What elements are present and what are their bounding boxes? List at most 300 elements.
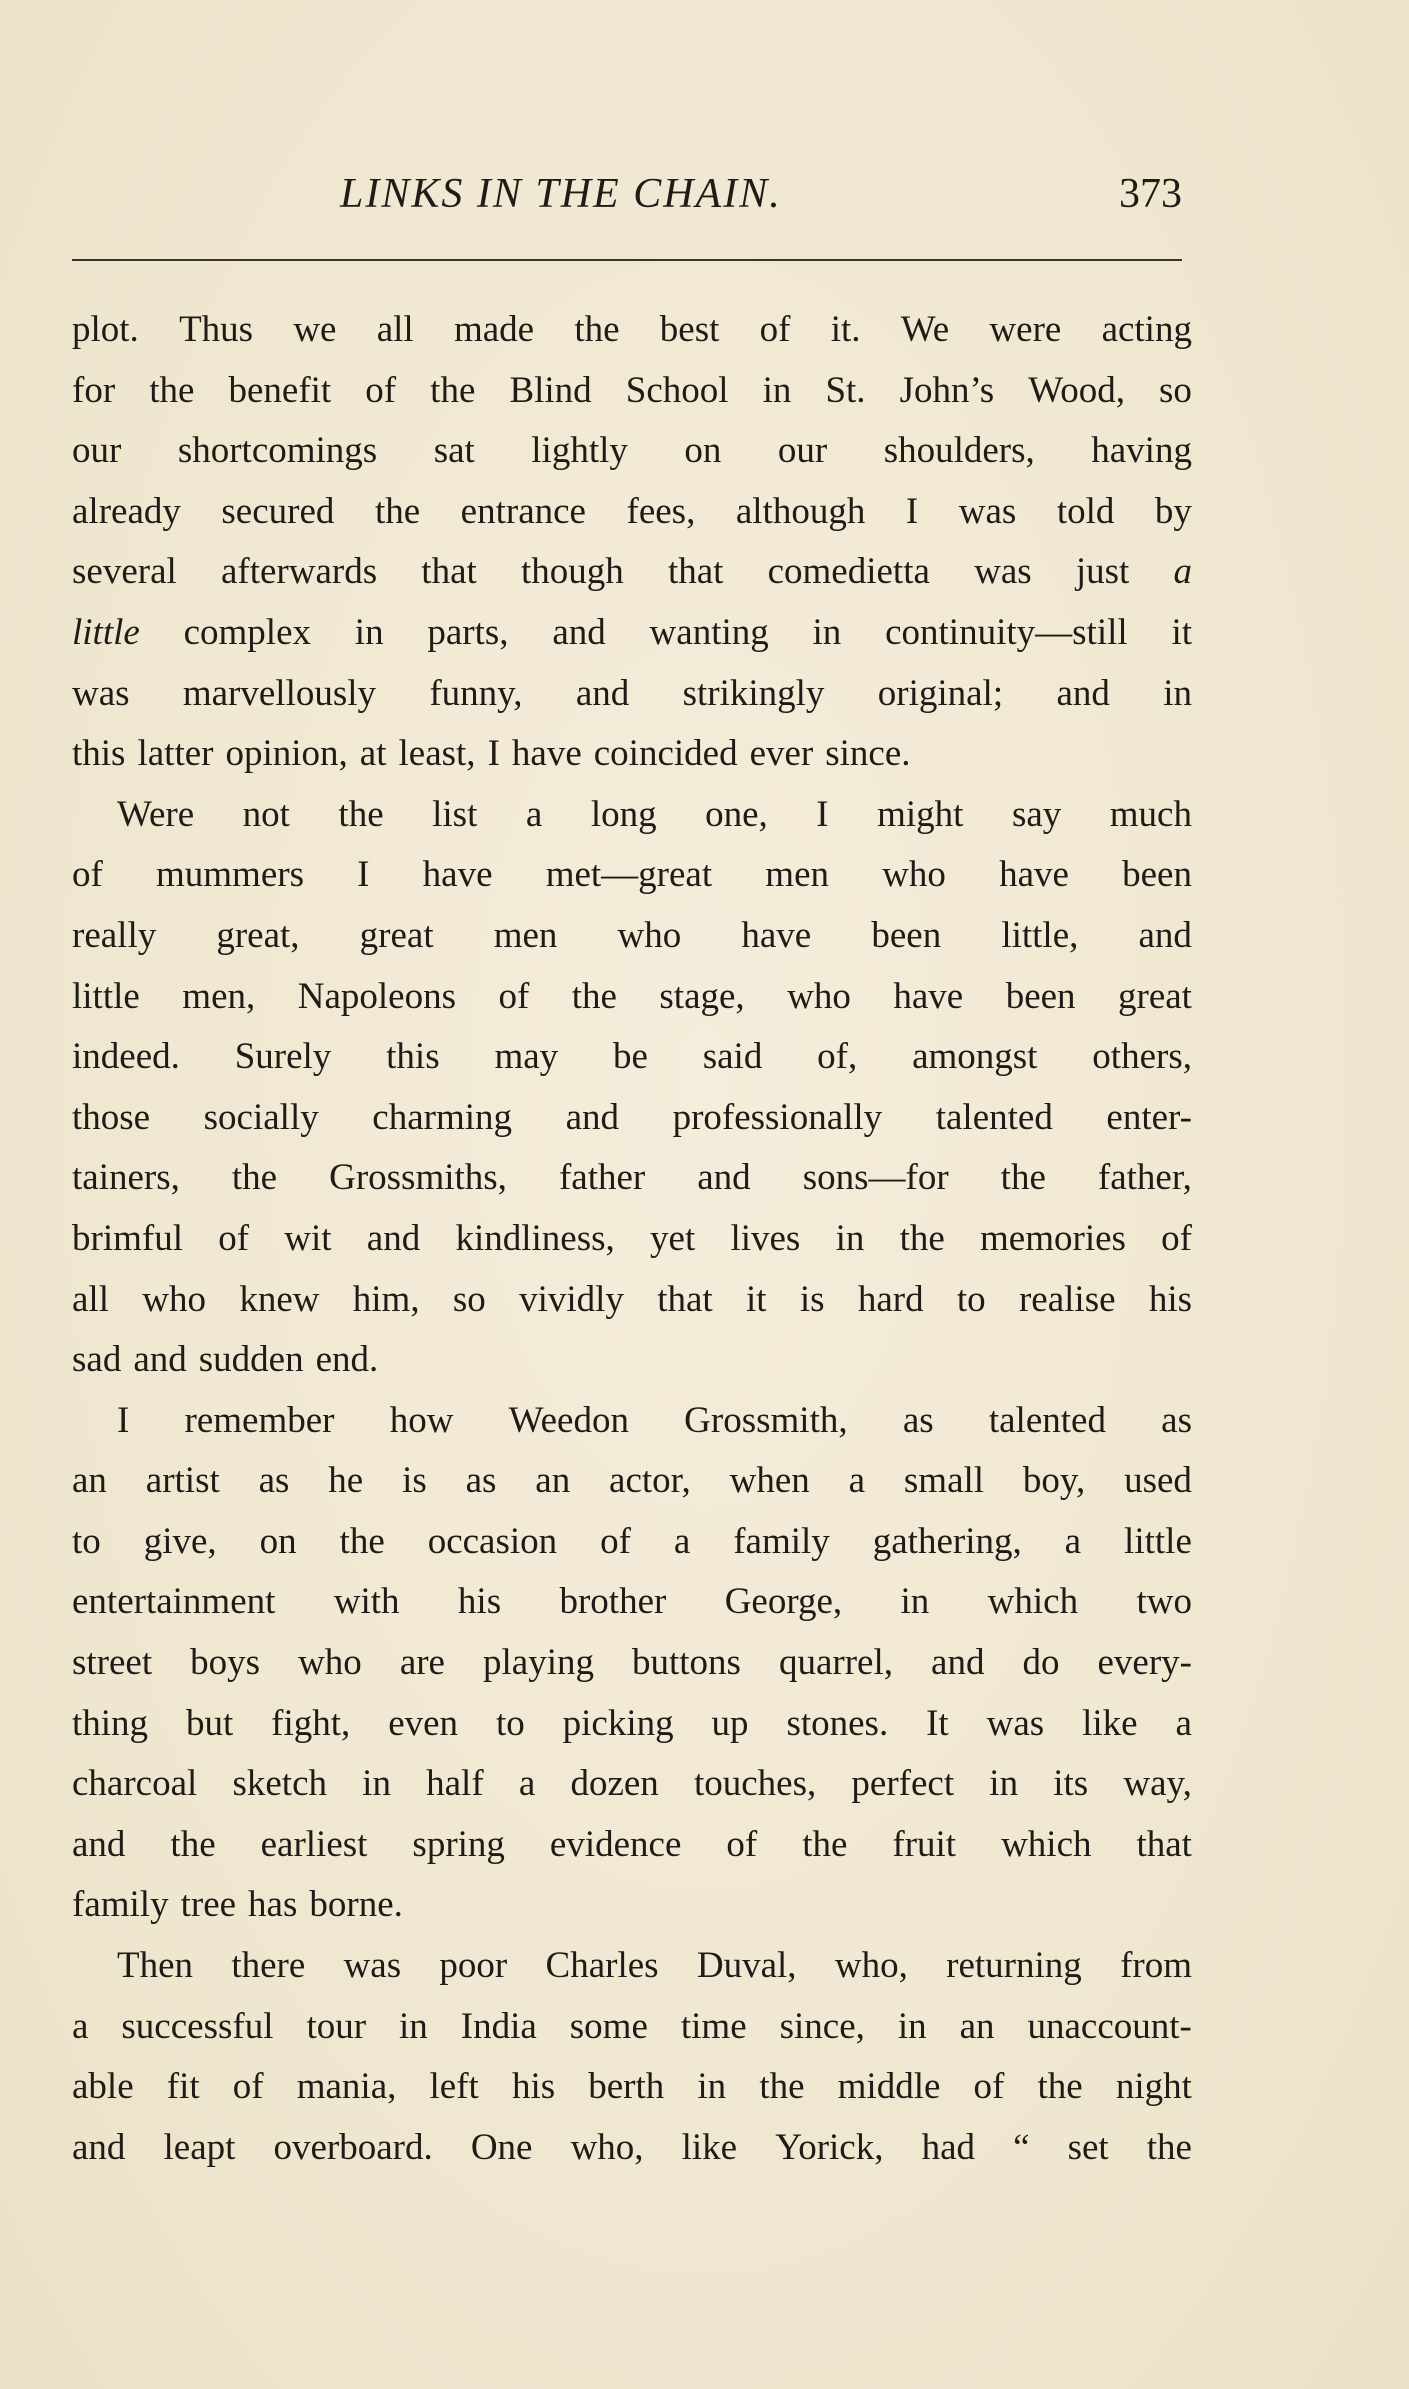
word: the (802, 1823, 848, 1865)
text-line (72, 724, 1192, 785)
word: our (777, 430, 828, 472)
word: this (386, 1036, 440, 1078)
word: shortcomings (177, 430, 378, 472)
word: of (498, 975, 530, 1017)
text-line (72, 1209, 1192, 1270)
word: lives (730, 1217, 801, 1259)
word: that (1136, 1823, 1192, 1865)
word: artist (145, 1460, 220, 1502)
word: of (600, 1520, 631, 1562)
word: the (571, 975, 617, 1017)
text-line (72, 1936, 1192, 1997)
word: are (399, 1642, 445, 1684)
word: as (1161, 1399, 1192, 1441)
word: I (816, 793, 829, 835)
word: as (902, 1399, 934, 1441)
word: able (72, 2066, 134, 2108)
word: little, (1001, 914, 1079, 956)
word: all (72, 1278, 109, 1320)
word: in (399, 2005, 428, 2047)
word: and (931, 1642, 985, 1684)
word: continuity—still (885, 611, 1128, 653)
word: the (899, 1217, 945, 1259)
word: men, (182, 975, 256, 1017)
word: an (72, 1460, 107, 1502)
word: St. (825, 369, 866, 411)
word: little (72, 611, 140, 653)
word: One (470, 2126, 533, 2168)
word: and (552, 611, 606, 653)
word: of (365, 369, 397, 411)
word: left (429, 2066, 479, 2108)
text-line (72, 1512, 1192, 1573)
word: having (1091, 430, 1192, 472)
word: Duval, (696, 1945, 797, 1987)
word: Yorick, (775, 2126, 884, 2168)
word: Were (117, 793, 195, 835)
word: street (72, 1642, 153, 1684)
word: say (1011, 793, 1062, 835)
word: returning (946, 1945, 1082, 1987)
word: knew (239, 1278, 320, 1320)
word: and (575, 672, 630, 714)
word: gathering, (872, 1520, 1022, 1562)
body-text (72, 300, 1192, 2178)
word: Grossmith, (684, 1399, 848, 1441)
word: said (702, 1036, 763, 1078)
text-line (72, 361, 1192, 422)
word: the (1000, 1157, 1046, 1199)
word: which (987, 1581, 1079, 1623)
word: perfect (851, 1763, 955, 1805)
text-line (72, 1997, 1192, 2058)
word: sketch (232, 1763, 327, 1805)
word: We (900, 309, 950, 350)
word: a (848, 1460, 866, 1502)
word: the (1037, 2066, 1083, 2108)
word: and (133, 1339, 187, 1381)
word: fees, (626, 490, 696, 532)
word: “ (1013, 2126, 1030, 2168)
word: the (574, 309, 620, 350)
word: comedietta (767, 551, 930, 593)
word: brother (559, 1581, 667, 1623)
word: was (958, 490, 1017, 532)
word: It (926, 1702, 949, 1744)
word: and (72, 2126, 126, 2168)
word: amongst (912, 1036, 1038, 1078)
word: middle (837, 2066, 941, 2108)
word: professionally (672, 1096, 883, 1138)
page-number: 373 (1119, 171, 1182, 217)
word: the (1146, 2126, 1192, 2168)
word: little (72, 975, 140, 1017)
word: just (1075, 551, 1130, 593)
word: brimful (72, 1217, 183, 1259)
word: was (986, 1702, 1045, 1744)
word: the (374, 490, 421, 532)
text-line (72, 482, 1192, 543)
word: father, (1097, 1157, 1192, 1199)
word: though (520, 551, 624, 593)
word: told (1056, 490, 1115, 532)
word: overboard. (273, 2126, 433, 2168)
text-line (72, 421, 1192, 482)
word: the (759, 2066, 805, 2108)
word: who, (570, 2126, 644, 2168)
word: remember (184, 1399, 335, 1441)
word: funny, (429, 672, 523, 714)
word: since, (779, 2005, 865, 2047)
word: wit (284, 1217, 332, 1259)
word: socially (203, 1096, 319, 1138)
word: of (1161, 1217, 1192, 1259)
word: which (1001, 1823, 1092, 1865)
word: and (1056, 672, 1110, 714)
word: I (357, 854, 370, 896)
word: already (72, 490, 181, 532)
word: have (999, 854, 1069, 896)
word: great (1118, 975, 1192, 1017)
word: a (518, 1763, 536, 1805)
word: who (298, 1642, 362, 1684)
word: buttons (632, 1642, 741, 1684)
text-line (72, 300, 1192, 361)
word: charcoal (72, 1763, 198, 1805)
word: wanting (649, 611, 769, 653)
word: have (511, 733, 582, 775)
word: of (72, 854, 103, 896)
word: plot. (72, 309, 139, 350)
word: occasion (427, 1520, 558, 1562)
word: night (1115, 2066, 1192, 2108)
word: his (511, 2066, 556, 2108)
word: sat (433, 430, 475, 472)
word: do (1022, 1642, 1060, 1684)
word: afterwards (220, 551, 378, 593)
word: and (1138, 914, 1192, 956)
word: an (535, 1460, 571, 1502)
word: his (1148, 1278, 1192, 1320)
word: tour (306, 2005, 367, 2047)
word: tree (180, 1884, 237, 1926)
word: in (697, 2066, 727, 2108)
word: actor, (609, 1460, 691, 1502)
word: Surely (234, 1036, 332, 1078)
word: as (258, 1460, 290, 1502)
word: men (765, 854, 829, 896)
word: it (746, 1278, 767, 1320)
text-line (72, 1451, 1192, 1512)
word: great (359, 914, 434, 956)
word: was (974, 551, 1032, 593)
word: of (973, 2066, 1005, 2108)
text-line (72, 845, 1192, 906)
word: stage, (659, 975, 745, 1017)
word: as (465, 1460, 497, 1502)
word: I (487, 733, 500, 775)
word: ever (749, 733, 814, 775)
header-rule (72, 259, 1182, 261)
word: with (333, 1581, 400, 1623)
text-line (72, 664, 1192, 725)
word: a (1175, 1702, 1192, 1744)
word: and (72, 1823, 126, 1865)
word: by (1154, 490, 1192, 532)
word: the (430, 369, 476, 411)
word: his (457, 1581, 502, 1623)
word: it. (830, 309, 861, 350)
word: in (897, 2005, 927, 2047)
word: spring (412, 1823, 505, 1865)
word: several (72, 551, 177, 593)
word: a (72, 2005, 89, 2047)
word: hard (857, 1278, 924, 1320)
word: how (389, 1399, 454, 1441)
word: when (729, 1460, 810, 1502)
word: Then (117, 1945, 194, 1987)
word: so (452, 1278, 486, 1320)
text-line (72, 603, 1192, 664)
word: really (72, 914, 157, 956)
word: that (421, 551, 477, 593)
word: of (759, 309, 791, 350)
word: borne. (309, 1884, 403, 1926)
word: the (149, 369, 195, 411)
word: the (338, 793, 384, 835)
word: long (590, 793, 657, 835)
word: Napoleons (297, 975, 456, 1017)
word: earliest (260, 1823, 368, 1865)
word: men (493, 914, 558, 956)
word: since. (825, 733, 911, 775)
word: were (989, 309, 1062, 350)
word: been (1005, 975, 1076, 1017)
word: had (921, 2126, 975, 2168)
word: and (366, 1217, 421, 1259)
word: poor (439, 1945, 508, 1987)
word: it (1171, 611, 1192, 653)
text-line (72, 542, 1192, 603)
word: the (231, 1157, 278, 1199)
word: have (422, 854, 493, 896)
word: who (617, 914, 682, 956)
word: although (735, 490, 866, 532)
word: have (741, 914, 812, 956)
word: yet (650, 1217, 696, 1259)
word: latter (137, 733, 214, 775)
word: complex (183, 611, 312, 653)
word: picking (562, 1702, 674, 1744)
word: opinion, (225, 733, 348, 775)
word: entertainment (72, 1581, 276, 1623)
word: for (72, 369, 116, 411)
word: family (733, 1520, 830, 1562)
word: of (218, 1217, 250, 1259)
word: quarrel, (778, 1642, 894, 1684)
word: Charles (545, 1945, 659, 1987)
word: talented (988, 1399, 1106, 1441)
word: was (343, 1945, 402, 1987)
word: family (72, 1884, 169, 1926)
word: leapt (163, 2126, 236, 2168)
word: Thus (179, 309, 254, 350)
word: give, (143, 1520, 217, 1562)
word: him, (352, 1278, 420, 1320)
word: talented (935, 1096, 1053, 1138)
text-line (72, 2057, 1192, 2118)
word: a (525, 793, 543, 835)
text-line (72, 906, 1192, 967)
word: been (1122, 854, 1192, 896)
word: in (989, 1763, 1019, 1805)
word: unaccount- (1027, 2005, 1192, 2047)
word: up (711, 1702, 749, 1744)
text-line (72, 967, 1192, 1028)
word: lightly (531, 430, 628, 472)
word: realise (1018, 1278, 1116, 1320)
word: enter- (1106, 1096, 1192, 1138)
word: time (680, 2005, 747, 2047)
word: father (558, 1157, 646, 1199)
word: all (376, 309, 414, 350)
word: kindliness, (455, 1217, 615, 1259)
text-line (72, 1694, 1192, 1755)
word: and (565, 1096, 620, 1138)
text-line (72, 1875, 1192, 1936)
word: its (1053, 1763, 1089, 1805)
word: in (835, 1217, 865, 1259)
word: little (1124, 1520, 1192, 1562)
text-line (72, 785, 1192, 846)
word: to (72, 1520, 101, 1562)
word: on (259, 1520, 297, 1562)
word: half (426, 1763, 484, 1805)
word: set (1067, 2126, 1109, 2168)
word: strikingly (682, 672, 825, 714)
word: a (1064, 1520, 1082, 1562)
word: School (625, 369, 729, 411)
text-line (72, 2118, 1192, 2179)
word: George, (724, 1581, 843, 1623)
word: be (612, 1036, 648, 1078)
word: this (72, 733, 126, 775)
word: made (453, 309, 535, 350)
word: shoulders, (883, 430, 1035, 472)
word: who (142, 1278, 207, 1320)
text-line (72, 1330, 1192, 1391)
word: at (359, 733, 387, 775)
word: successful (121, 2005, 274, 2047)
word: in (354, 611, 384, 653)
word: mummers (156, 854, 304, 896)
word: way, (1123, 1763, 1192, 1805)
word: thing (72, 1702, 149, 1744)
word: but (185, 1702, 234, 1744)
word: in (812, 611, 842, 653)
word: parts, (427, 611, 509, 653)
word: secured (221, 490, 335, 532)
text-line (72, 1088, 1192, 1149)
word: those (72, 1096, 151, 1138)
running-title: LINKS IN THE CHAIN. (340, 171, 782, 217)
word: the (170, 1823, 216, 1865)
word: in (900, 1581, 930, 1623)
word: of (232, 2066, 264, 2108)
text-line (72, 1572, 1192, 1633)
word: end. (315, 1339, 379, 1381)
word: not (242, 793, 290, 835)
word: a (673, 1520, 691, 1562)
word: we (293, 309, 337, 350)
word: every- (1097, 1642, 1192, 1684)
word: to (495, 1702, 525, 1744)
word: who (787, 975, 851, 1017)
word: a (1173, 551, 1192, 593)
word: Wood, (1028, 369, 1125, 411)
word: an (959, 2005, 995, 2047)
word: boys (190, 1642, 261, 1684)
word: is (402, 1460, 427, 1502)
word: evidence (549, 1823, 682, 1865)
word: has (248, 1884, 298, 1926)
word: might (877, 793, 964, 835)
text-line (72, 1391, 1192, 1452)
word: great, (216, 914, 300, 956)
word: acting (1101, 309, 1192, 350)
word: entrance (460, 490, 586, 532)
word: like (1082, 1702, 1138, 1744)
word: is (799, 1278, 825, 1320)
word: even (388, 1702, 459, 1744)
word: of, (817, 1036, 858, 1078)
word: two (1136, 1581, 1192, 1623)
text-line (72, 1027, 1192, 1088)
word: touches, (693, 1763, 817, 1805)
word: charming (372, 1096, 513, 1138)
word: who, (834, 1945, 908, 1987)
word: been (871, 914, 942, 956)
word: tainers, (72, 1157, 180, 1199)
word: that (657, 1278, 713, 1320)
word: memories (980, 1217, 1126, 1259)
word: playing (483, 1642, 594, 1684)
word: best (659, 309, 720, 350)
word: like (681, 2126, 738, 2168)
word: marvellously (182, 672, 377, 714)
word: John’s (899, 369, 995, 411)
word: stones. (786, 1702, 889, 1744)
text-line (72, 1633, 1192, 1694)
word: dozen (570, 1763, 659, 1805)
text-line (72, 1148, 1192, 1209)
word: Weedon (508, 1399, 629, 1441)
word: may (494, 1036, 559, 1078)
word: berth (588, 2066, 665, 2108)
word: benefit (228, 369, 332, 411)
word: sons—for (802, 1157, 949, 1199)
text-line (72, 1754, 1192, 1815)
word: there (231, 1945, 306, 1987)
word: fit (166, 2066, 200, 2108)
word: vividly (519, 1278, 624, 1320)
word: coincided (593, 733, 738, 775)
word: in (362, 1763, 391, 1805)
word: used (1124, 1460, 1192, 1502)
word: boy, (1022, 1460, 1086, 1502)
word: who (882, 854, 946, 896)
word: and (697, 1157, 751, 1199)
